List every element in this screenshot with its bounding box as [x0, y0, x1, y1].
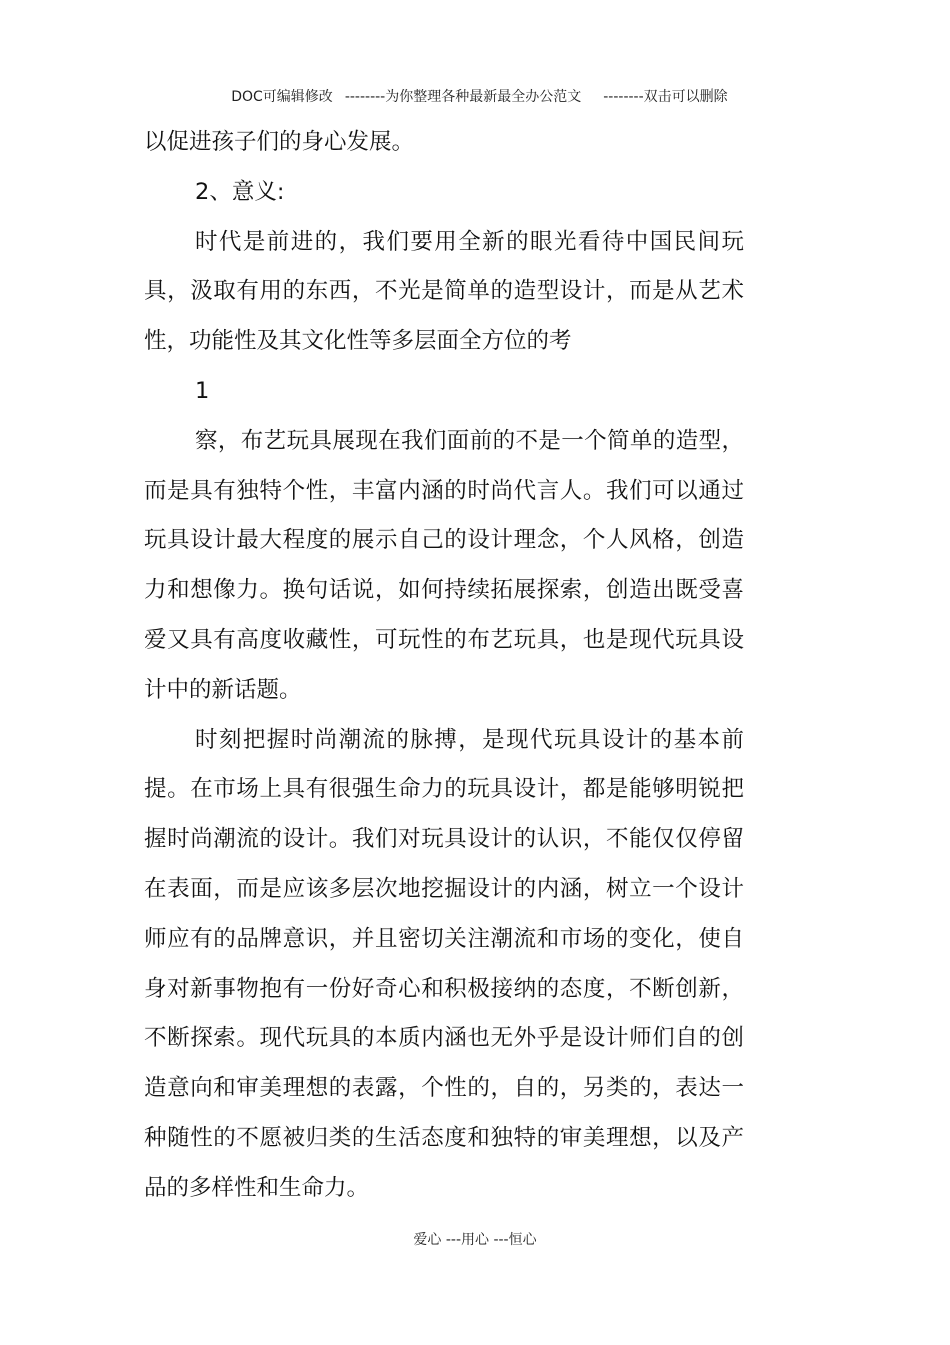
header-delete-hint: --------双击可以删除 — [603, 89, 728, 105]
paragraph-fashion-trend: 时刻把握时尚潮流的脉搏，是现代玩具设计的基本前提。在市场上具有很强生命力的玩具设计，都是能够明锐把握时尚潮流的设计。我们对玩具设计的认识，不能仅仅停留在表面，而是应该多层次地挖掘设计的内涵，树立一个设计师应有的品牌意识，并且密切关注潮流和市场的变化，使自身对新事物抱有一份好奇心和积极接纳的态度，不断创新，不断探索。现代玩具的本质内涵也无外乎是设计师们自的创造意向和审美理想的表露，个性的，自的，另类的，表达一种随性的不愿被归类的生活态度和独特的审美理想，以及产品的多样性和生命力。 — [144, 726, 744, 1201]
page-footer: 爱心 ---用心 ---恒心 — [413, 1232, 537, 1248]
header-doc-label: DOC可编辑修改 — [231, 89, 333, 105]
page-header — [0, 70, 950, 106]
paragraph-continuation: 以促进孩子们的身心发展。 — [144, 129, 415, 155]
section-heading-significance: 2、意义: — [195, 178, 285, 205]
document-body — [144, 118, 744, 1214]
paragraph-era: 时代是前进的，我们要用全新的眼光看待中国民间玩具，汲取有用的东西，不光是简单的造型设计，而是从艺术性，功能性及其文化性等多层面全方位的考 — [144, 228, 744, 355]
page-number-marker: 1 — [195, 377, 210, 404]
header-note: --------为你整理各种最新最全办公范文 — [344, 89, 582, 105]
paragraph-cloth-toys: 察，布艺玩具展现在我们面前的不是一个简单的造型，而是具有独特个性，丰富内涵的时尚代言人。我们可以通过玩具设计最大程度的展示自己的设计理念，个人风格，创造力和想像力。换句话说，如何持续拓展探索，创造出既受喜爱又具有高度收藏性，可玩性的布艺玩具，也是现代玩具设计中的新话题。 — [144, 427, 744, 703]
